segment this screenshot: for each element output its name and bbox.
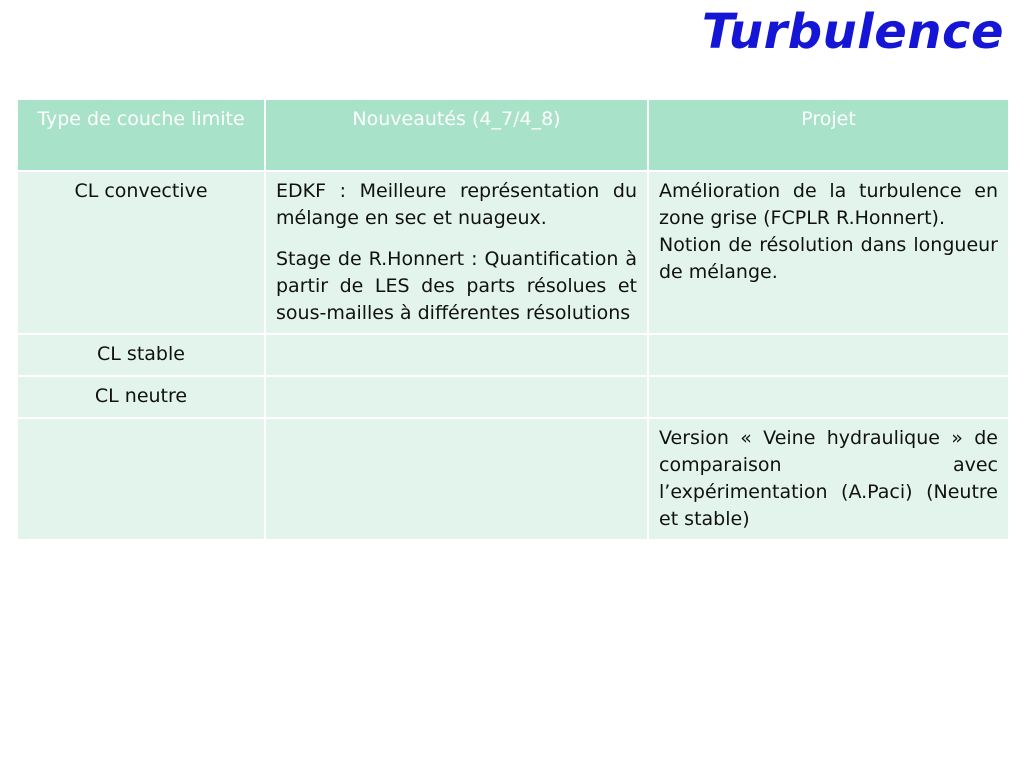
projet-cell — [648, 376, 1009, 418]
nouveautes-cell — [265, 171, 648, 334]
projet-paragraph: Amélioration de la turbulence en zone grise (FCPLR R.Honnert). — [659, 180, 998, 229]
nouveautes-paragraph: Stage de R.Honnert : Quantification à partir de LES des parts résolues et sous-mailles à différentes résolutions — [276, 248, 637, 324]
projet-paragraph: Notion de résolution dans longueur de mélange. — [659, 234, 998, 283]
table-row-neutre — [17, 376, 1009, 418]
comparison-table — [16, 98, 1010, 541]
table-row-extra — [17, 418, 1009, 540]
projet-cell — [648, 171, 1009, 334]
nouveautes-cell — [265, 376, 648, 418]
projet-cell — [648, 334, 1009, 376]
nouveautes-paragraph: EDKF : Meilleure représentation du mélange en sec et nuageux. — [276, 180, 637, 229]
type-cell: CL stable — [17, 334, 265, 376]
type-cell — [17, 418, 265, 540]
type-cell: CL convective — [17, 171, 265, 334]
header-projet: Projet — [648, 99, 1009, 171]
header-type: Type de couche limite — [17, 99, 265, 171]
slide-title: Turbulence — [701, 4, 1004, 60]
nouveautes-cell — [265, 334, 648, 376]
type-cell: CL neutre — [17, 376, 265, 418]
header-row — [17, 99, 1009, 171]
header-nouveautes: Nouveautés (4_7/4_8) — [265, 99, 648, 171]
table-row-convective — [17, 171, 1009, 334]
projet-cell — [648, 418, 1009, 540]
projet-paragraph: Version « Veine hydraulique » de comparaison avec l’expérimentation (A.Paci) (Neutre et stable) — [659, 427, 998, 530]
nouveautes-cell — [265, 418, 648, 540]
table-row-stable — [17, 334, 1009, 376]
